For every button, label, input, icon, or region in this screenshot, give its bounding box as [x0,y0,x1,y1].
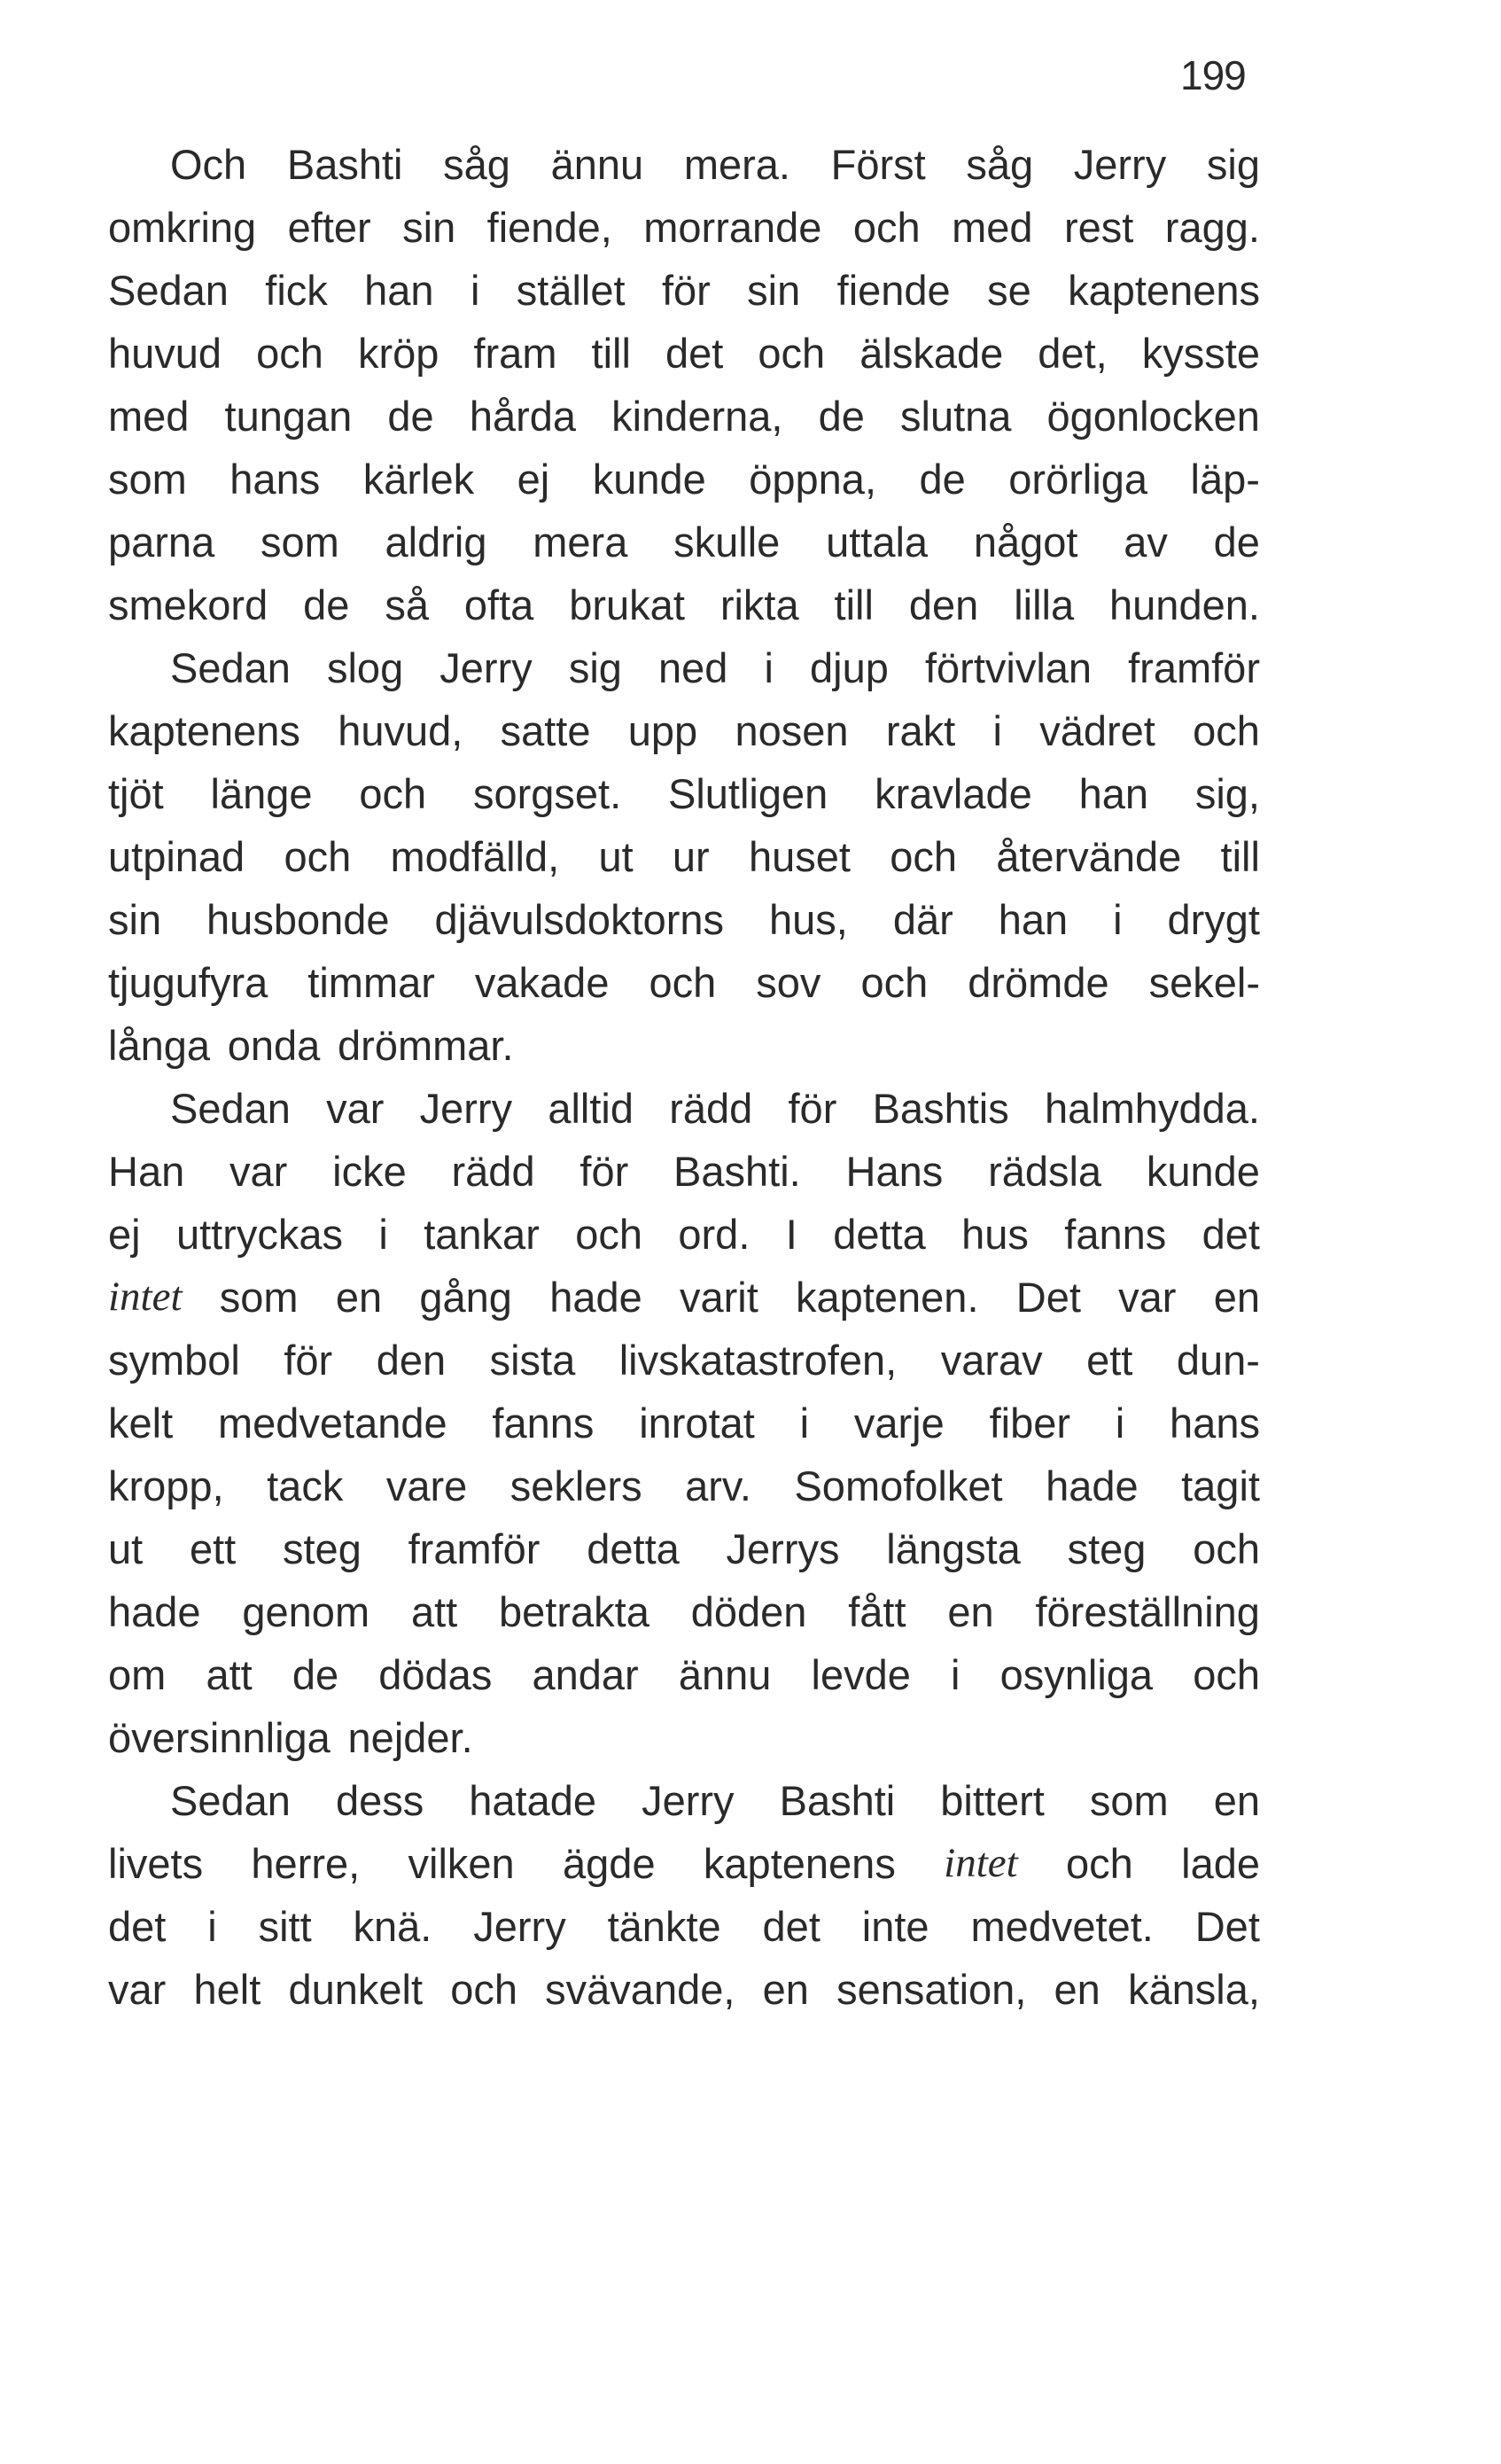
word: och [284,833,352,880]
word: svävande, [545,1966,735,2013]
word: ej [108,1211,141,1258]
word: kinderna, [611,393,783,440]
word: så [385,581,429,628]
word: i [1113,896,1123,943]
word: hatade [469,1777,597,1824]
word: djävulsdoktorns [434,896,725,943]
word: fanns [492,1400,595,1446]
word: hus, [769,896,848,943]
text-line [108,448,1260,511]
word: de [919,456,966,503]
word: till [834,581,874,628]
word: var [229,1148,288,1195]
word: och [575,1211,643,1258]
word: herre, [251,1840,361,1887]
word: tjugufyra [108,959,268,1006]
word: medvetande [217,1400,447,1446]
text-line [108,762,1260,825]
word: förtvivlan [924,644,1093,691]
word: med [108,393,190,440]
text-line [108,196,1260,259]
word: med [952,204,1033,251]
text-line [108,385,1260,448]
word: vilken [408,1840,515,1887]
word: varit [680,1274,758,1321]
word: såg [966,141,1034,188]
word: en [335,1274,383,1321]
word: onda [227,1022,321,1069]
word: den [908,581,979,628]
word: drygt [1167,896,1260,943]
word: dunkelt [288,1966,424,2013]
word: och [890,833,957,880]
word: att [410,1588,458,1635]
word: hade [549,1274,642,1321]
word: de [292,1651,339,1698]
word: mera. [683,141,790,188]
word: som [219,1274,299,1321]
word: tungan [224,393,353,440]
word: satte [500,707,591,754]
word: tagit [1181,1462,1260,1509]
word: fått [848,1588,906,1635]
word: se [987,267,1031,314]
word: hade [108,1588,201,1635]
word: Bashti [286,141,403,188]
word: i [207,1903,217,1950]
word: fick [265,267,328,314]
word: hade [1046,1462,1139,1509]
word: rakt [885,707,956,754]
word: Jerry [642,1777,735,1824]
text-line [108,1832,1260,1895]
word: det [762,1903,820,1950]
word: Bashti. [673,1148,801,1195]
word: för [284,1337,333,1384]
word: Sedan [170,644,291,691]
word: att [206,1651,253,1698]
word: hus [961,1211,1029,1258]
text-line [108,1454,1260,1517]
word: ur [672,833,710,880]
word: känsla, [1128,1966,1260,2013]
word: kaptenens [108,707,300,754]
word: ragg. [1164,204,1260,251]
text-line [108,1014,1260,1077]
text-line [108,322,1260,385]
word: detta [587,1525,680,1572]
word: dess [335,1777,424,1824]
word: översinnliga [108,1714,331,1761]
word: timmar [307,959,435,1006]
word: ut [108,1525,144,1572]
word: långa [108,1022,210,1069]
text-line [108,1392,1260,1454]
word: och [852,204,921,251]
text-line [108,888,1260,951]
word: sig, [1194,770,1260,817]
word: Sedan [170,1777,291,1824]
word: alltid [548,1085,634,1132]
word: lilla [1014,581,1075,628]
word: i [764,644,774,691]
word: till [1220,833,1260,880]
word: nejder. [347,1714,473,1761]
word: efter [287,204,371,251]
word: det, [1038,330,1108,377]
word: upp [627,707,698,754]
word: i [951,1651,960,1698]
word: livets [108,1840,204,1887]
word: rädd [451,1148,535,1195]
word: och [256,330,323,377]
word: omkring [108,204,257,251]
word: rädd [669,1085,753,1132]
word: Jerry [419,1085,513,1132]
word: kaptenens [703,1840,896,1887]
word: uttryckas [175,1211,344,1258]
word: ord. [678,1211,750,1258]
word: var [326,1085,385,1132]
text-line [108,511,1260,573]
word: för [579,1148,629,1195]
word: Och [170,141,247,188]
word: ägde [563,1840,656,1887]
word: nosen [735,707,849,754]
word: det [665,330,724,377]
word: hårda [469,393,577,440]
word: andar [532,1651,639,1698]
word: av [1124,519,1168,565]
word: sin [108,896,162,943]
word: han [998,896,1069,943]
word: han [364,267,434,314]
word: Bashtis [872,1085,1009,1132]
word: djup [810,644,889,691]
word: en [1054,1966,1100,2013]
word: och [649,959,717,1006]
word: ännu [678,1651,772,1698]
word: läp- [1190,456,1260,503]
word: osynliga [999,1651,1154,1698]
word: sig [568,644,622,691]
text-line [108,699,1260,762]
text-line [108,573,1260,636]
word: drömde [968,959,1109,1006]
word: parna [108,519,215,565]
text-line [108,259,1260,322]
word: framför [1128,644,1260,691]
text-line [108,1958,1260,2021]
word: stället [516,267,626,314]
word: och [1193,1651,1260,1698]
word: Jerry [473,1903,566,1950]
word: döden [690,1588,807,1635]
word: inrotat [639,1400,755,1446]
word: Sedan [108,267,229,314]
word: de [303,581,350,628]
word: mera [533,519,628,565]
word: kysste [1141,330,1260,377]
word: fiber [989,1400,1070,1446]
word: var [1118,1274,1177,1321]
text-line [108,1706,1260,1769]
word: i [992,707,1002,754]
word: de [1213,519,1260,565]
word: den [376,1337,447,1384]
word: tack [267,1462,344,1509]
word: till [591,330,631,377]
word: öppna, [749,456,877,503]
word: modfälld, [390,833,560,880]
word: helt [193,1966,261,2013]
word: morrande [643,204,822,251]
word: kunde [592,456,706,503]
word: ut [598,833,634,880]
word: en [1213,1777,1260,1824]
word: för [661,267,711,314]
word: uttala [826,519,929,565]
word: fram [473,330,557,377]
word: i [799,1400,810,1446]
word: i [470,267,480,314]
word: Bashti [779,1777,896,1824]
word: Jerrys [726,1525,840,1572]
word: framför [408,1525,541,1572]
word: varav [940,1337,1043,1384]
word: intet [944,1840,1018,1886]
word: en [762,1966,809,2013]
word: något [973,519,1078,565]
word: inte [861,1903,929,1950]
word: knä. [353,1903,432,1950]
word: slog [326,644,404,691]
word: intet [108,1274,183,1320]
word: detta [833,1211,926,1258]
text-line [108,1517,1260,1580]
word: återvände [996,833,1182,880]
word: ännu [550,141,644,188]
word: Det [1015,1274,1081,1321]
page-number: 199 [1180,52,1246,98]
text-line [108,1643,1260,1706]
word: en [947,1588,994,1635]
word: tänkte [607,1903,721,1950]
word: rädsla [988,1148,1102,1195]
text-line [108,133,1260,196]
word: Han [108,1148,185,1195]
word: sin [402,204,456,251]
word: rikta [719,581,799,628]
word: Det [1194,1903,1260,1950]
word: älskade [859,330,1004,377]
word: och [450,1966,517,2013]
word: sensation, [836,1966,1027,2013]
word: de [387,393,434,440]
word: Somofolket [794,1462,1003,1509]
word: I [785,1211,797,1258]
word: sekel- [1148,959,1260,1006]
word: sorgset. [472,770,622,817]
word: såg [443,141,510,188]
word: ej [517,456,550,503]
text-line [108,1140,1260,1203]
word: symbol [108,1337,240,1384]
word: ett [189,1525,237,1572]
word: ögonlocken [1046,393,1260,440]
word: gång [419,1274,512,1321]
word: huvud, [338,707,463,754]
word: kaptenens [1068,267,1260,314]
word: dödas [378,1651,493,1698]
word: halmhydda. [1044,1085,1260,1132]
word: kunde [1146,1148,1260,1195]
word: kravlade [875,770,1032,817]
word: han [1078,770,1149,817]
word: fanns [1064,1211,1167,1258]
word: levde [811,1651,911,1698]
word: aldrig [385,519,487,565]
word: kärlek [362,456,475,503]
word: slutna [900,393,1012,440]
word: vakade [474,959,610,1006]
text-line [108,951,1260,1014]
word: fiende, [486,204,612,251]
word: orörliga [1008,456,1148,503]
word: de [818,393,865,440]
word: Slutligen [667,770,828,817]
word: och [1193,707,1260,754]
word: och [359,770,427,817]
word: det [1202,1211,1260,1258]
text-line [108,636,1260,699]
word: sin [747,267,801,314]
word: Först [830,141,926,188]
word: sitt [258,1903,312,1950]
word: och [1193,1525,1260,1572]
word: fiende [836,267,951,314]
word: smekord [108,581,268,628]
text-line [108,1077,1260,1140]
word: hans [1170,1400,1260,1446]
word: kaptenen. [796,1274,979,1321]
word: huvud [108,330,222,377]
text-line [108,1329,1260,1392]
word: bittert [940,1777,1045,1824]
word: icke [332,1148,407,1195]
word: och [1066,1840,1133,1887]
word: ett [1086,1337,1133,1384]
word: tjöt [108,770,164,817]
word: och [860,959,929,1006]
word: hans [229,456,321,503]
word: i [1115,1400,1125,1446]
word: det [108,1903,167,1950]
text-line [108,825,1260,888]
word: kropp, [108,1462,224,1509]
word: sov [756,959,821,1006]
word: som [108,456,187,503]
word: varje [853,1400,945,1446]
word: lade [1181,1840,1260,1887]
word: om [108,1651,167,1698]
word: dun- [1176,1337,1260,1384]
word: livskatastrofen, [618,1337,898,1384]
word: rest [1063,204,1134,251]
body-text [108,133,1260,2021]
text-line [108,1769,1260,1832]
word: som [1089,1777,1169,1824]
text-line [108,1580,1260,1643]
word: där [892,896,953,943]
word: skulle [673,519,781,565]
word: medvetet. [970,1903,1154,1950]
word: föreställning [1035,1588,1260,1635]
word: kelt [108,1400,174,1446]
word: Sedan [170,1085,291,1132]
word: brukat [569,581,685,628]
word: Jerry [1073,141,1167,188]
word: arv. [685,1462,751,1509]
word: drömmar. [338,1022,514,1069]
word: husbonde [206,896,390,943]
word: sista [489,1337,576,1384]
text-line [108,1203,1260,1266]
word: genom [242,1588,370,1635]
word: huset [748,833,851,880]
word: hunden. [1109,581,1260,628]
word: och [758,330,826,377]
word: betrakta [499,1588,649,1635]
text-line [108,1266,1260,1329]
word: i [378,1211,388,1258]
word: steg [1067,1525,1147,1572]
text-line [108,1895,1260,1958]
word: var [108,1966,167,2013]
word: ned [658,644,728,691]
word: en [1213,1274,1260,1321]
word: seklers [509,1462,642,1509]
word: utpinad [108,833,245,880]
word: vare [385,1462,468,1509]
word: tankar [424,1211,540,1258]
word: steg [283,1525,362,1572]
word: längsta [886,1525,1021,1572]
word: Hans [845,1148,944,1195]
word: länge [210,770,313,817]
word: kröp [357,330,439,377]
word: sig [1206,141,1260,188]
word: Jerry [439,644,533,691]
word: vädret [1039,707,1155,754]
word: som [260,519,339,565]
word: ofta [463,581,534,628]
word: för [788,1085,837,1132]
